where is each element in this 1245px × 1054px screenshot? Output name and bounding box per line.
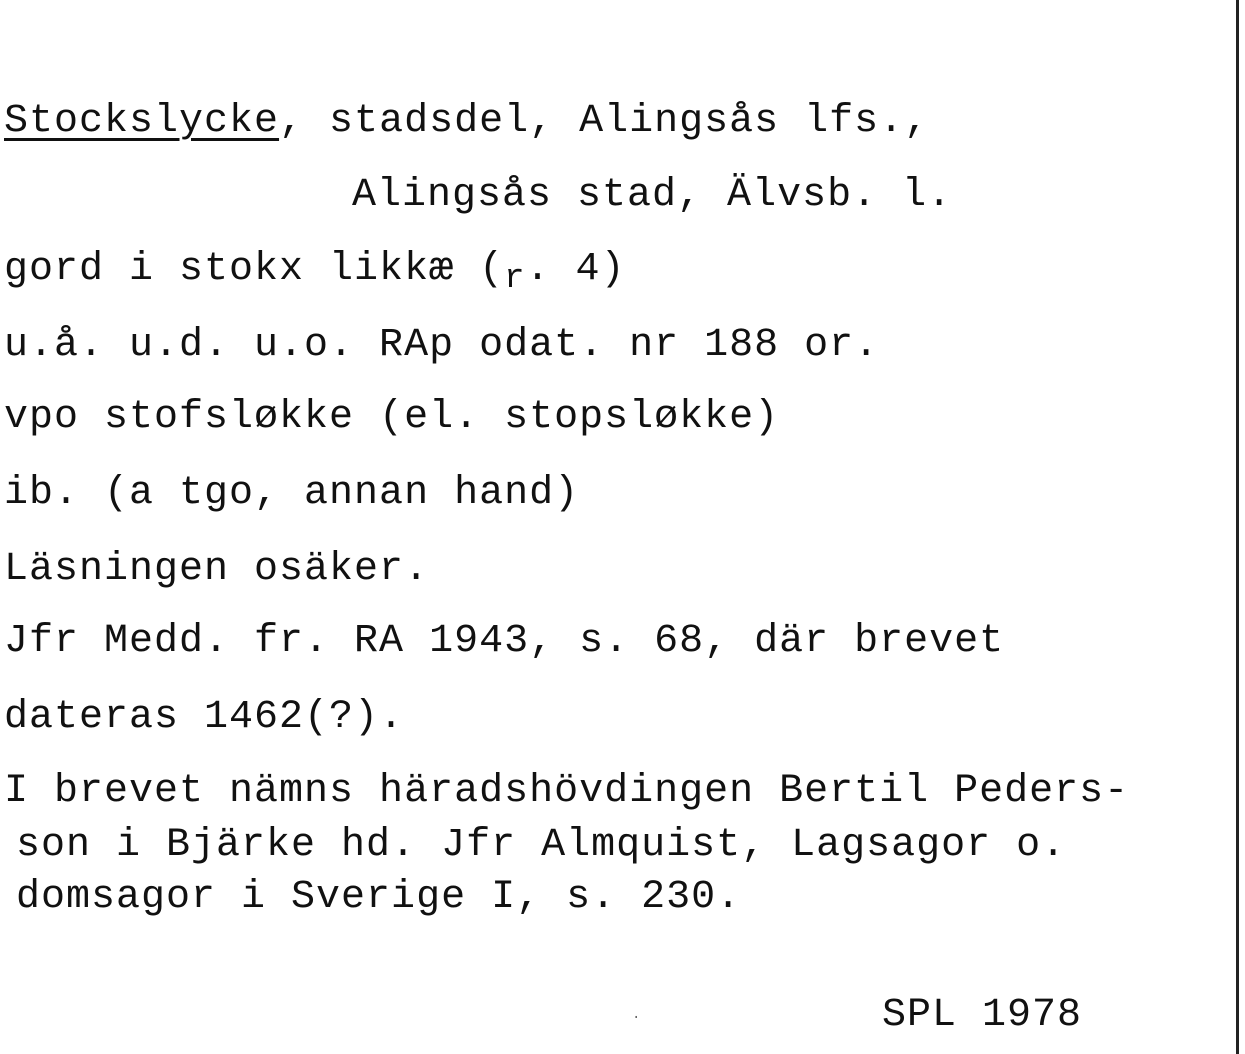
source-form-end: . 4) xyxy=(525,247,626,292)
card-edge xyxy=(1236,0,1239,1054)
card-line-1 xyxy=(4,98,929,146)
card-line-12: domsagor i Sverige I, s. 230. xyxy=(16,875,742,920)
source-form: gord i stokx likkæ ( xyxy=(4,247,505,292)
headword-description: , stadsdel, Alingsås lfs., xyxy=(279,99,930,144)
card-line-10: I brevet nämns häradshövdingen Bertil Peders- xyxy=(4,769,1130,814)
card-line-8: Jfr Medd. fr. RA 1943, s. 68, där brevet xyxy=(4,619,1005,664)
headword: Stockslycke xyxy=(4,99,280,144)
card-line-9: dateras 1462(?). xyxy=(4,695,405,740)
card-line-11: son i Bjärke hd. Jfr Almquist, Lagsagor o. xyxy=(16,823,1067,868)
source-form-subscript: r xyxy=(504,260,526,298)
card-line-6: ib. (a tgo, annan hand) xyxy=(4,471,580,516)
card-line-4: u.å. u.d. u.o. RAp odat. nr 188 or. xyxy=(4,323,880,368)
ink-speck-icon: · xyxy=(632,1010,641,1026)
card-line-2: Alingsås stad, Älvsb. l. xyxy=(352,173,953,218)
card-signature: SPL 1978 xyxy=(882,993,1083,1038)
card-line-7: Läsningen osäker. xyxy=(4,547,430,592)
card-line-3 xyxy=(4,246,626,303)
card-line-5: vpo stofsløkke (el. stopsløkke) xyxy=(4,395,780,440)
